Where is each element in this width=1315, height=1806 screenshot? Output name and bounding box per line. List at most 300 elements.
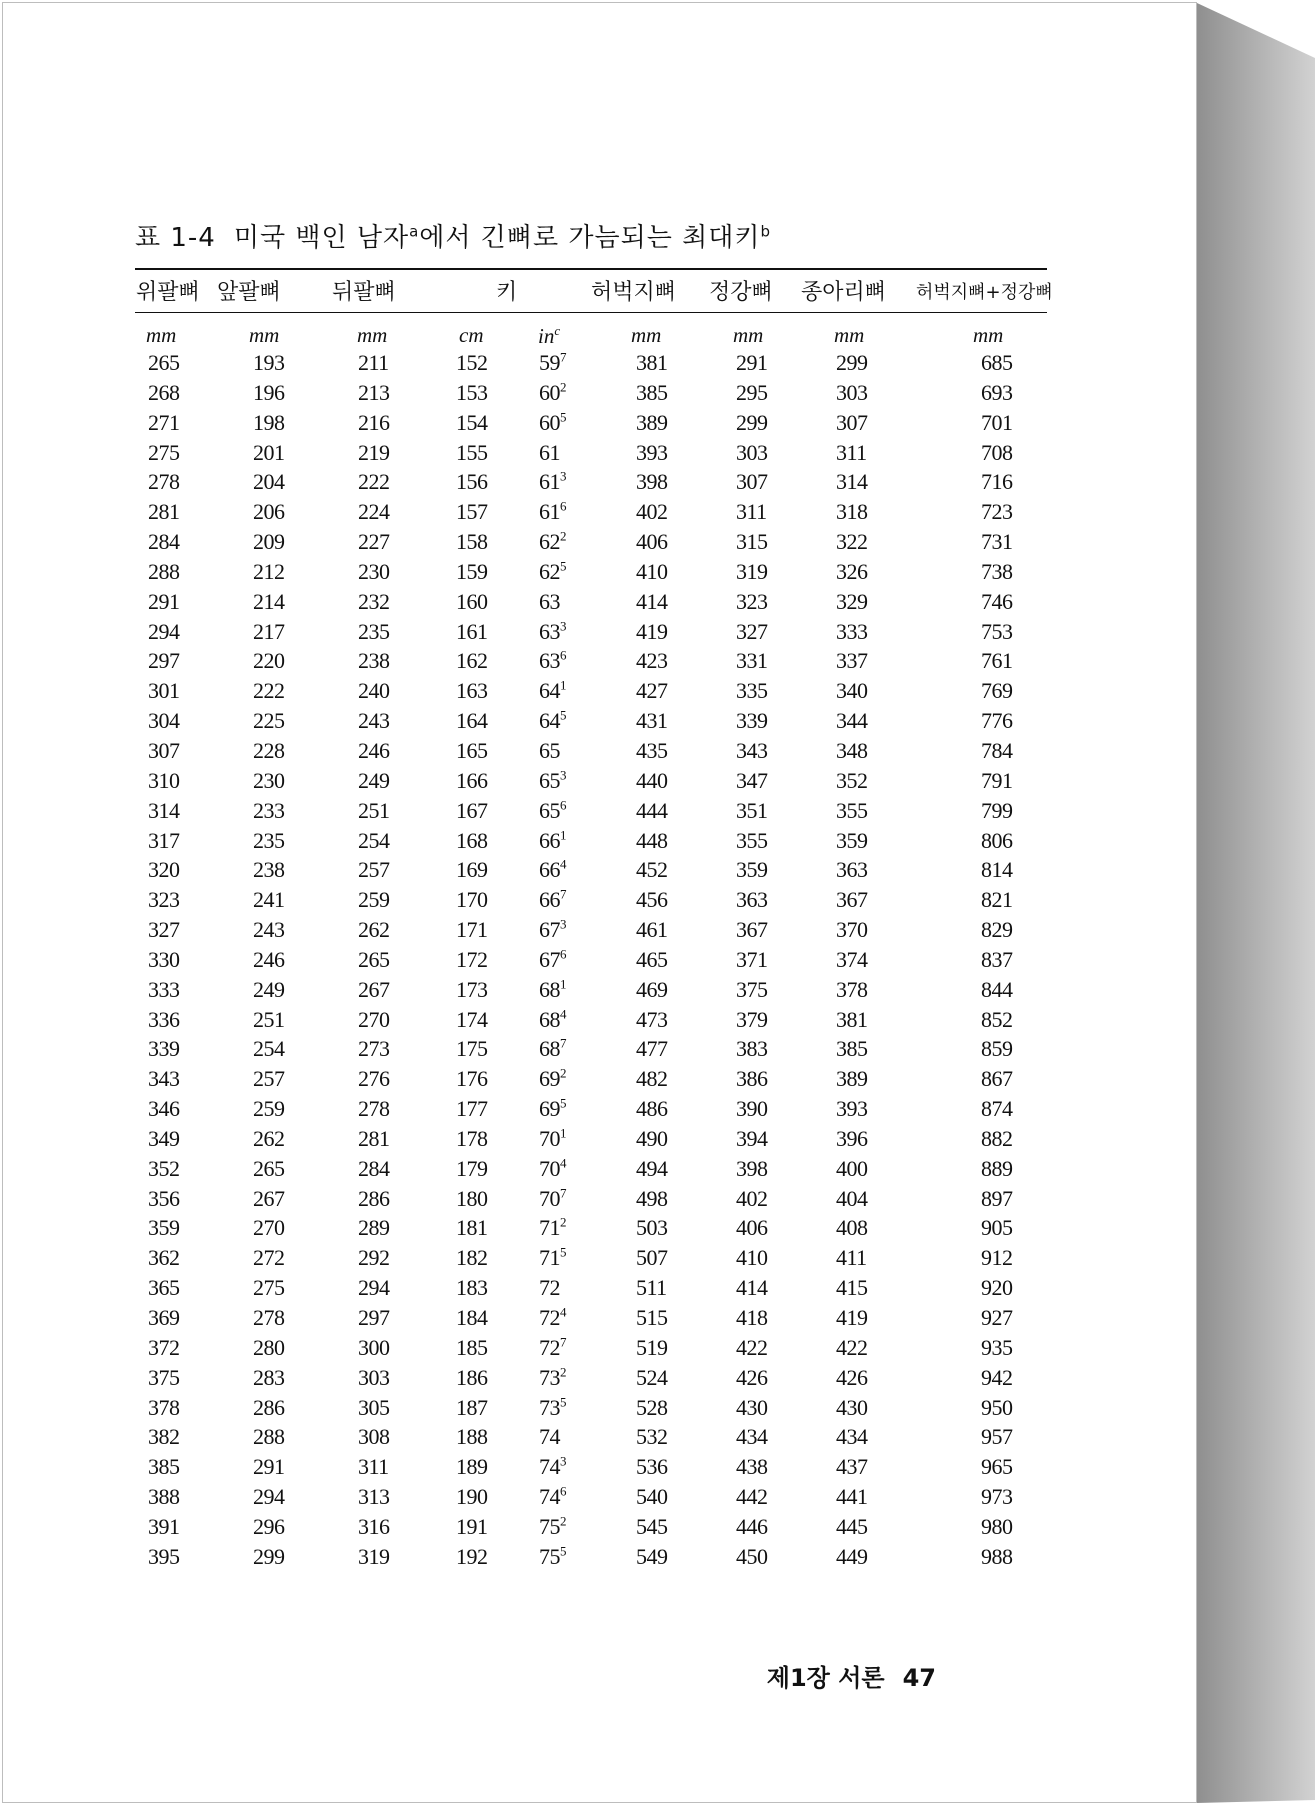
table-row [3, 679, 1198, 709]
cell-fibula: 396 [836, 1125, 868, 1151]
cell-tibia: 406 [736, 1215, 768, 1241]
table-row [3, 1336, 1198, 1366]
cell-humerus: 372 [148, 1334, 180, 1360]
cell-fibula: 408 [836, 1215, 868, 1241]
cell-fibula: 415 [836, 1275, 868, 1301]
table-top-rule [135, 268, 1047, 270]
header-humerus: 위팔뼈 [136, 280, 200, 305]
cell-stature-cm: 174 [456, 1006, 488, 1032]
cell-radius: 196 [253, 379, 285, 405]
cell-stature-cm: 186 [456, 1364, 488, 1390]
table-row [3, 799, 1198, 829]
cell-stature-cm: 176 [456, 1066, 488, 1092]
inch-value: 72 [539, 1334, 560, 1360]
cell-fibula: 333 [836, 618, 868, 644]
cell-tibia: 339 [736, 708, 768, 734]
inch-value: 72 [539, 1275, 560, 1301]
book-page [2, 2, 1197, 1803]
cell-ulna: 303 [358, 1364, 390, 1390]
table-row [3, 1455, 1198, 1485]
cell-stature-cm: 177 [456, 1096, 488, 1122]
cell-fibula: 307 [836, 409, 868, 435]
inch-eighths: 2 [560, 1065, 566, 1081]
inch-value: 63 [539, 618, 560, 644]
cell-tibia: 426 [736, 1364, 768, 1390]
cell-ulna: 232 [358, 588, 390, 614]
cell-stature-in [539, 829, 566, 853]
cell-humerus: 327 [148, 917, 180, 943]
cell-fibula: 299 [836, 350, 868, 375]
cell-tibia: 402 [736, 1185, 768, 1211]
cell-humerus: 339 [148, 1036, 180, 1062]
cell-ulna: 230 [358, 558, 390, 584]
cell-stature-cm: 170 [456, 887, 488, 913]
cell-fibula: 329 [836, 588, 868, 614]
header-radius: 앞팔뼈 [217, 280, 281, 305]
cell-stature-in [539, 1515, 566, 1539]
cell-stature-in [539, 1187, 566, 1211]
cell-stature-in [539, 769, 566, 793]
inch-eighths: 1 [560, 827, 566, 843]
inch-value: 75 [539, 1543, 560, 1569]
table-row [3, 1097, 1198, 1127]
table-row [3, 351, 1198, 381]
cell-ulna: 219 [358, 439, 390, 465]
unit-fibula: mm [834, 323, 865, 347]
cell-femur-plus-tibia: 701 [981, 409, 1013, 435]
cell-ulna: 311 [358, 1454, 389, 1480]
cell-ulna: 257 [358, 857, 390, 883]
inch-value: 65 [539, 737, 560, 763]
cell-stature-in [539, 470, 566, 494]
cell-humerus: 369 [148, 1305, 180, 1330]
page-footer [767, 1658, 936, 1693]
cell-femur: 490 [636, 1125, 668, 1151]
inch-value: 70 [539, 1125, 560, 1151]
cell-stature-cm: 156 [456, 469, 488, 495]
cell-radius: 198 [253, 409, 285, 435]
inch-value: 75 [539, 1513, 560, 1539]
cell-tibia: 299 [736, 409, 768, 435]
cell-radius: 228 [253, 737, 285, 763]
inch-value: 66 [539, 857, 560, 883]
table-title-rest: 에서 긴뼈로 가늠되는 최대키 [419, 223, 761, 253]
cell-fibula: 359 [836, 827, 868, 853]
inch-eighths: 7 [560, 1185, 566, 1201]
cell-ulna: 227 [358, 529, 390, 555]
inch-value: 68 [539, 1006, 560, 1032]
cell-stature-cm: 169 [456, 857, 488, 883]
inch-value: 64 [539, 708, 560, 734]
cell-femur: 385 [636, 379, 668, 405]
cell-radius: 272 [253, 1245, 285, 1271]
cell-ulna: 246 [358, 737, 390, 763]
cell-femur: 423 [636, 648, 668, 674]
cell-fibula: 389 [836, 1066, 868, 1092]
cell-humerus: 294 [148, 618, 180, 644]
table-row [3, 978, 1198, 1008]
inch-eighths: 6 [560, 797, 566, 813]
cell-stature-cm: 171 [456, 917, 488, 943]
cell-stature-in [539, 1545, 566, 1569]
cell-stature-in [539, 799, 566, 823]
cell-humerus: 395 [148, 1543, 180, 1569]
cell-ulna: 262 [358, 917, 390, 943]
inch-value: 59 [539, 350, 560, 375]
cell-radius: 225 [253, 708, 285, 734]
cell-humerus: 365 [148, 1275, 180, 1301]
table-row [3, 1067, 1198, 1097]
cell-femur-plus-tibia: 867 [981, 1066, 1013, 1092]
header-tibia: 정강뼈 [709, 280, 773, 305]
cell-stature-cm: 162 [456, 648, 488, 674]
table-row [3, 1515, 1198, 1545]
cell-stature-cm: 188 [456, 1424, 488, 1450]
cell-fibula: 381 [836, 1006, 868, 1032]
cell-femur: 444 [636, 797, 668, 823]
inch-value: 63 [539, 588, 560, 614]
cell-radius: 283 [253, 1364, 285, 1390]
cell-radius: 193 [253, 350, 285, 375]
cell-femur: 486 [636, 1096, 668, 1122]
cell-tibia: 327 [736, 618, 768, 644]
cell-ulna: 316 [358, 1513, 390, 1539]
cell-stature-in [539, 1097, 566, 1121]
cell-femur-plus-tibia: 821 [981, 887, 1013, 913]
cell-stature-cm: 159 [456, 558, 488, 584]
cell-femur-plus-tibia: 761 [981, 648, 1013, 674]
cell-radius: 286 [253, 1394, 285, 1420]
inch-value: 73 [539, 1364, 560, 1390]
cell-fibula: 385 [836, 1036, 868, 1062]
cell-tibia: 398 [736, 1155, 768, 1181]
cell-stature-cm: 192 [456, 1543, 488, 1569]
cell-femur-plus-tibia: 859 [981, 1036, 1013, 1062]
cell-stature-in [539, 858, 566, 882]
table-row [3, 858, 1198, 888]
table-row [3, 1485, 1198, 1515]
cell-ulna: 286 [358, 1185, 390, 1211]
table-row [3, 1306, 1198, 1336]
cell-fibula: 348 [836, 737, 868, 763]
cell-fibula: 449 [836, 1543, 868, 1569]
cell-radius: 238 [253, 857, 285, 883]
cell-ulna: 211 [358, 350, 389, 375]
inch-eighths: 3 [560, 1453, 566, 1469]
cell-ulna: 284 [358, 1155, 390, 1181]
cell-stature-in [539, 679, 566, 703]
cell-ulna: 305 [358, 1394, 390, 1420]
table-row [3, 530, 1198, 560]
table-row [3, 500, 1198, 530]
cell-femur-plus-tibia: 731 [981, 529, 1013, 555]
table-row [3, 1425, 1198, 1455]
header-stature: 키 [496, 280, 518, 305]
cell-radius: 209 [253, 529, 285, 555]
inch-eighths: 5 [560, 1095, 566, 1111]
table-row [3, 1216, 1198, 1246]
cell-femur-plus-tibia: 716 [981, 469, 1013, 495]
cell-femur-plus-tibia: 723 [981, 499, 1013, 525]
unit-femur-plus-tibia: mm [973, 323, 1004, 347]
cell-ulna: 259 [358, 887, 390, 913]
cell-fibula: 318 [836, 499, 868, 525]
cell-ulna: 289 [358, 1215, 390, 1241]
cell-ulna: 297 [358, 1305, 390, 1330]
cell-tibia: 335 [736, 678, 768, 704]
cell-femur: 507 [636, 1245, 668, 1271]
cell-tibia: 394 [736, 1125, 768, 1151]
cell-radius: 254 [253, 1036, 285, 1062]
cell-femur: 519 [636, 1334, 668, 1360]
cell-humerus: 278 [148, 469, 180, 495]
inch-eighths: 6 [560, 1483, 566, 1499]
cell-radius: 259 [253, 1096, 285, 1122]
cell-radius: 243 [253, 917, 285, 943]
cell-tibia: 311 [736, 499, 767, 525]
inch-eighths: 2 [560, 1364, 566, 1380]
inch-value: 69 [539, 1066, 560, 1092]
cell-humerus: 378 [148, 1394, 180, 1420]
unit-humerus: mm [146, 323, 177, 347]
cell-radius: 251 [253, 1006, 285, 1032]
cell-humerus: 352 [148, 1155, 180, 1181]
cell-stature-in [539, 500, 566, 524]
cell-fibula: 367 [836, 887, 868, 913]
cell-stature-in [539, 1127, 566, 1151]
cell-radius: 206 [253, 499, 285, 525]
cell-humerus: 375 [148, 1364, 180, 1390]
cell-femur: 398 [636, 469, 668, 495]
cell-stature-in [539, 560, 566, 584]
cell-femur-plus-tibia: 897 [981, 1185, 1013, 1211]
cell-stature-in [539, 1396, 566, 1420]
cell-tibia: 383 [736, 1036, 768, 1062]
unit-ulna: mm [357, 323, 388, 347]
cell-femur: 494 [636, 1155, 668, 1181]
inch-eighths: 6 [560, 648, 566, 664]
inch-value: 67 [539, 917, 560, 943]
table-row [3, 948, 1198, 978]
cell-radius: 278 [253, 1305, 285, 1330]
cell-tibia: 446 [736, 1513, 768, 1539]
cell-radius: 230 [253, 767, 285, 793]
cell-femur-plus-tibia: 753 [981, 618, 1013, 644]
page-edge-shadow [1197, 0, 1315, 1806]
cell-stature-cm: 178 [456, 1125, 488, 1151]
cell-femur: 435 [636, 737, 668, 763]
cell-femur-plus-tibia: 912 [981, 1245, 1013, 1271]
cell-femur: 465 [636, 946, 668, 972]
cell-fibula: 378 [836, 976, 868, 1002]
table-row [3, 560, 1198, 590]
cell-stature-cm: 161 [456, 618, 488, 644]
cell-humerus: 288 [148, 558, 180, 584]
cell-ulna: 240 [358, 678, 390, 704]
inch-eighths: 4 [560, 1155, 566, 1171]
cell-tibia: 414 [736, 1275, 768, 1301]
cell-tibia: 347 [736, 767, 768, 793]
cell-tibia: 343 [736, 737, 768, 763]
cell-ulna: 319 [358, 1543, 390, 1569]
cell-ulna: 273 [358, 1036, 390, 1062]
inch-value: 74 [539, 1424, 560, 1450]
inch-eighths: 3 [560, 469, 566, 485]
inch-value: 71 [539, 1245, 560, 1271]
cell-femur: 515 [636, 1305, 668, 1330]
table-number: 표 1-4 [135, 223, 216, 253]
cell-femur: 410 [636, 558, 668, 584]
cell-tibia: 430 [736, 1394, 768, 1420]
unit-stature-cm: cm [459, 323, 484, 347]
cell-femur-plus-tibia: 965 [981, 1454, 1013, 1480]
cell-fibula: 314 [836, 469, 868, 495]
cell-femur: 461 [636, 917, 668, 943]
cell-radius: 214 [253, 588, 285, 614]
cell-stature-cm: 163 [456, 678, 488, 704]
cell-femur-plus-tibia: 852 [981, 1006, 1013, 1032]
cell-radius: 291 [253, 1454, 285, 1480]
inch-value: 73 [539, 1394, 560, 1420]
cell-fibula: 344 [836, 708, 868, 734]
table-row [3, 1396, 1198, 1426]
cell-stature-in [539, 381, 566, 405]
cell-ulna: 213 [358, 379, 390, 405]
cell-stature-in [539, 1067, 566, 1091]
cell-stature-cm: 189 [456, 1454, 488, 1480]
cell-stature-cm: 152 [456, 350, 488, 375]
unit-radius: mm [249, 323, 280, 347]
cell-ulna: 270 [358, 1006, 390, 1032]
table-row [3, 918, 1198, 948]
cell-humerus: 388 [148, 1484, 180, 1510]
cell-humerus: 265 [148, 350, 180, 375]
cell-radius: 204 [253, 469, 285, 495]
cell-radius: 265 [253, 1155, 285, 1181]
header-ulna: 뒤팔뼈 [332, 280, 396, 305]
cell-ulna: 251 [358, 797, 390, 823]
cell-radius: 294 [253, 1484, 285, 1510]
cell-stature-cm: 155 [456, 439, 488, 465]
cell-femur: 511 [636, 1275, 667, 1301]
cell-stature-in [539, 351, 566, 375]
cell-ulna: 294 [358, 1275, 390, 1301]
cell-femur-plus-tibia: 889 [981, 1155, 1013, 1181]
cell-fibula: 355 [836, 797, 868, 823]
inch-eighths: 5 [560, 558, 566, 574]
cell-femur: 448 [636, 827, 668, 853]
cell-femur: 393 [636, 439, 668, 465]
inch-eighths: 6 [560, 946, 566, 962]
cell-tibia: 363 [736, 887, 768, 913]
cell-fibula: 311 [836, 439, 867, 465]
cell-stature-in [539, 1366, 566, 1390]
inch-value: 70 [539, 1185, 560, 1211]
table-row [3, 590, 1198, 620]
cell-radius: 217 [253, 618, 285, 644]
cell-stature-cm: 180 [456, 1185, 488, 1211]
cell-femur-plus-tibia: 905 [981, 1215, 1013, 1241]
cell-ulna: 308 [358, 1424, 390, 1450]
cell-stature-cm: 157 [456, 499, 488, 525]
cell-fibula: 340 [836, 678, 868, 704]
inch-value: 70 [539, 1155, 560, 1181]
cell-fibula: 363 [836, 857, 868, 883]
cell-stature-cm: 175 [456, 1036, 488, 1062]
cell-tibia: 359 [736, 857, 768, 883]
cell-femur-plus-tibia: 829 [981, 917, 1013, 943]
cell-humerus: 284 [148, 529, 180, 555]
cell-ulna: 313 [358, 1484, 390, 1510]
cell-stature-in [539, 1157, 566, 1181]
cell-femur-plus-tibia: 799 [981, 797, 1013, 823]
cell-ulna: 243 [358, 708, 390, 734]
cell-femur-plus-tibia: 950 [981, 1394, 1013, 1420]
page-number: 47 [902, 1664, 936, 1692]
inch-value: 66 [539, 827, 560, 853]
cell-humerus: 297 [148, 648, 180, 674]
cell-ulna: 235 [358, 618, 390, 644]
inch-value: 61 [539, 439, 560, 465]
cell-fibula: 411 [836, 1245, 867, 1271]
cell-ulna: 222 [358, 469, 390, 495]
cell-femur: 540 [636, 1484, 668, 1510]
table-title [135, 217, 771, 254]
cell-ulna: 265 [358, 946, 390, 972]
cell-fibula: 419 [836, 1305, 868, 1330]
cell-tibia: 307 [736, 469, 768, 495]
cell-femur-plus-tibia: 708 [981, 439, 1013, 465]
cell-ulna: 216 [358, 409, 390, 435]
inch-value: 60 [539, 409, 560, 435]
cell-femur: 528 [636, 1394, 668, 1420]
cell-femur-plus-tibia: 769 [981, 678, 1013, 704]
cell-radius: 222 [253, 678, 285, 704]
table-row [3, 1366, 1198, 1396]
cell-femur-plus-tibia: 874 [981, 1096, 1013, 1122]
cell-fibula: 337 [836, 648, 868, 674]
cell-radius: 233 [253, 797, 285, 823]
table-row [3, 829, 1198, 859]
cell-ulna: 249 [358, 767, 390, 793]
cell-tibia: 418 [736, 1305, 768, 1330]
cell-radius: 280 [253, 1334, 285, 1360]
cell-femur: 469 [636, 976, 668, 1002]
inch-eighths: 7 [560, 1334, 566, 1350]
cell-ulna: 267 [358, 976, 390, 1002]
cell-femur-plus-tibia: 927 [981, 1305, 1013, 1330]
cell-femur: 524 [636, 1364, 668, 1390]
cell-stature-cm: 172 [456, 946, 488, 972]
cell-radius: 270 [253, 1215, 285, 1241]
cell-humerus: 333 [148, 976, 180, 1002]
cell-humerus: 336 [148, 1006, 180, 1032]
cell-stature-in [539, 1336, 566, 1360]
inch-value: 62 [539, 558, 560, 584]
inch-eighths: 7 [560, 1036, 566, 1052]
cell-femur-plus-tibia: 693 [981, 379, 1013, 405]
cell-femur-plus-tibia: 920 [981, 1275, 1013, 1301]
cell-femur: 440 [636, 767, 668, 793]
cell-stature-in [539, 918, 566, 942]
inch-value: 74 [539, 1484, 560, 1510]
inch-eighths: 3 [560, 916, 566, 932]
table-row [3, 1545, 1198, 1575]
cell-fibula: 430 [836, 1394, 868, 1420]
cell-stature-cm: 191 [456, 1513, 488, 1539]
cell-radius: 257 [253, 1066, 285, 1092]
cell-fibula: 404 [836, 1185, 868, 1211]
